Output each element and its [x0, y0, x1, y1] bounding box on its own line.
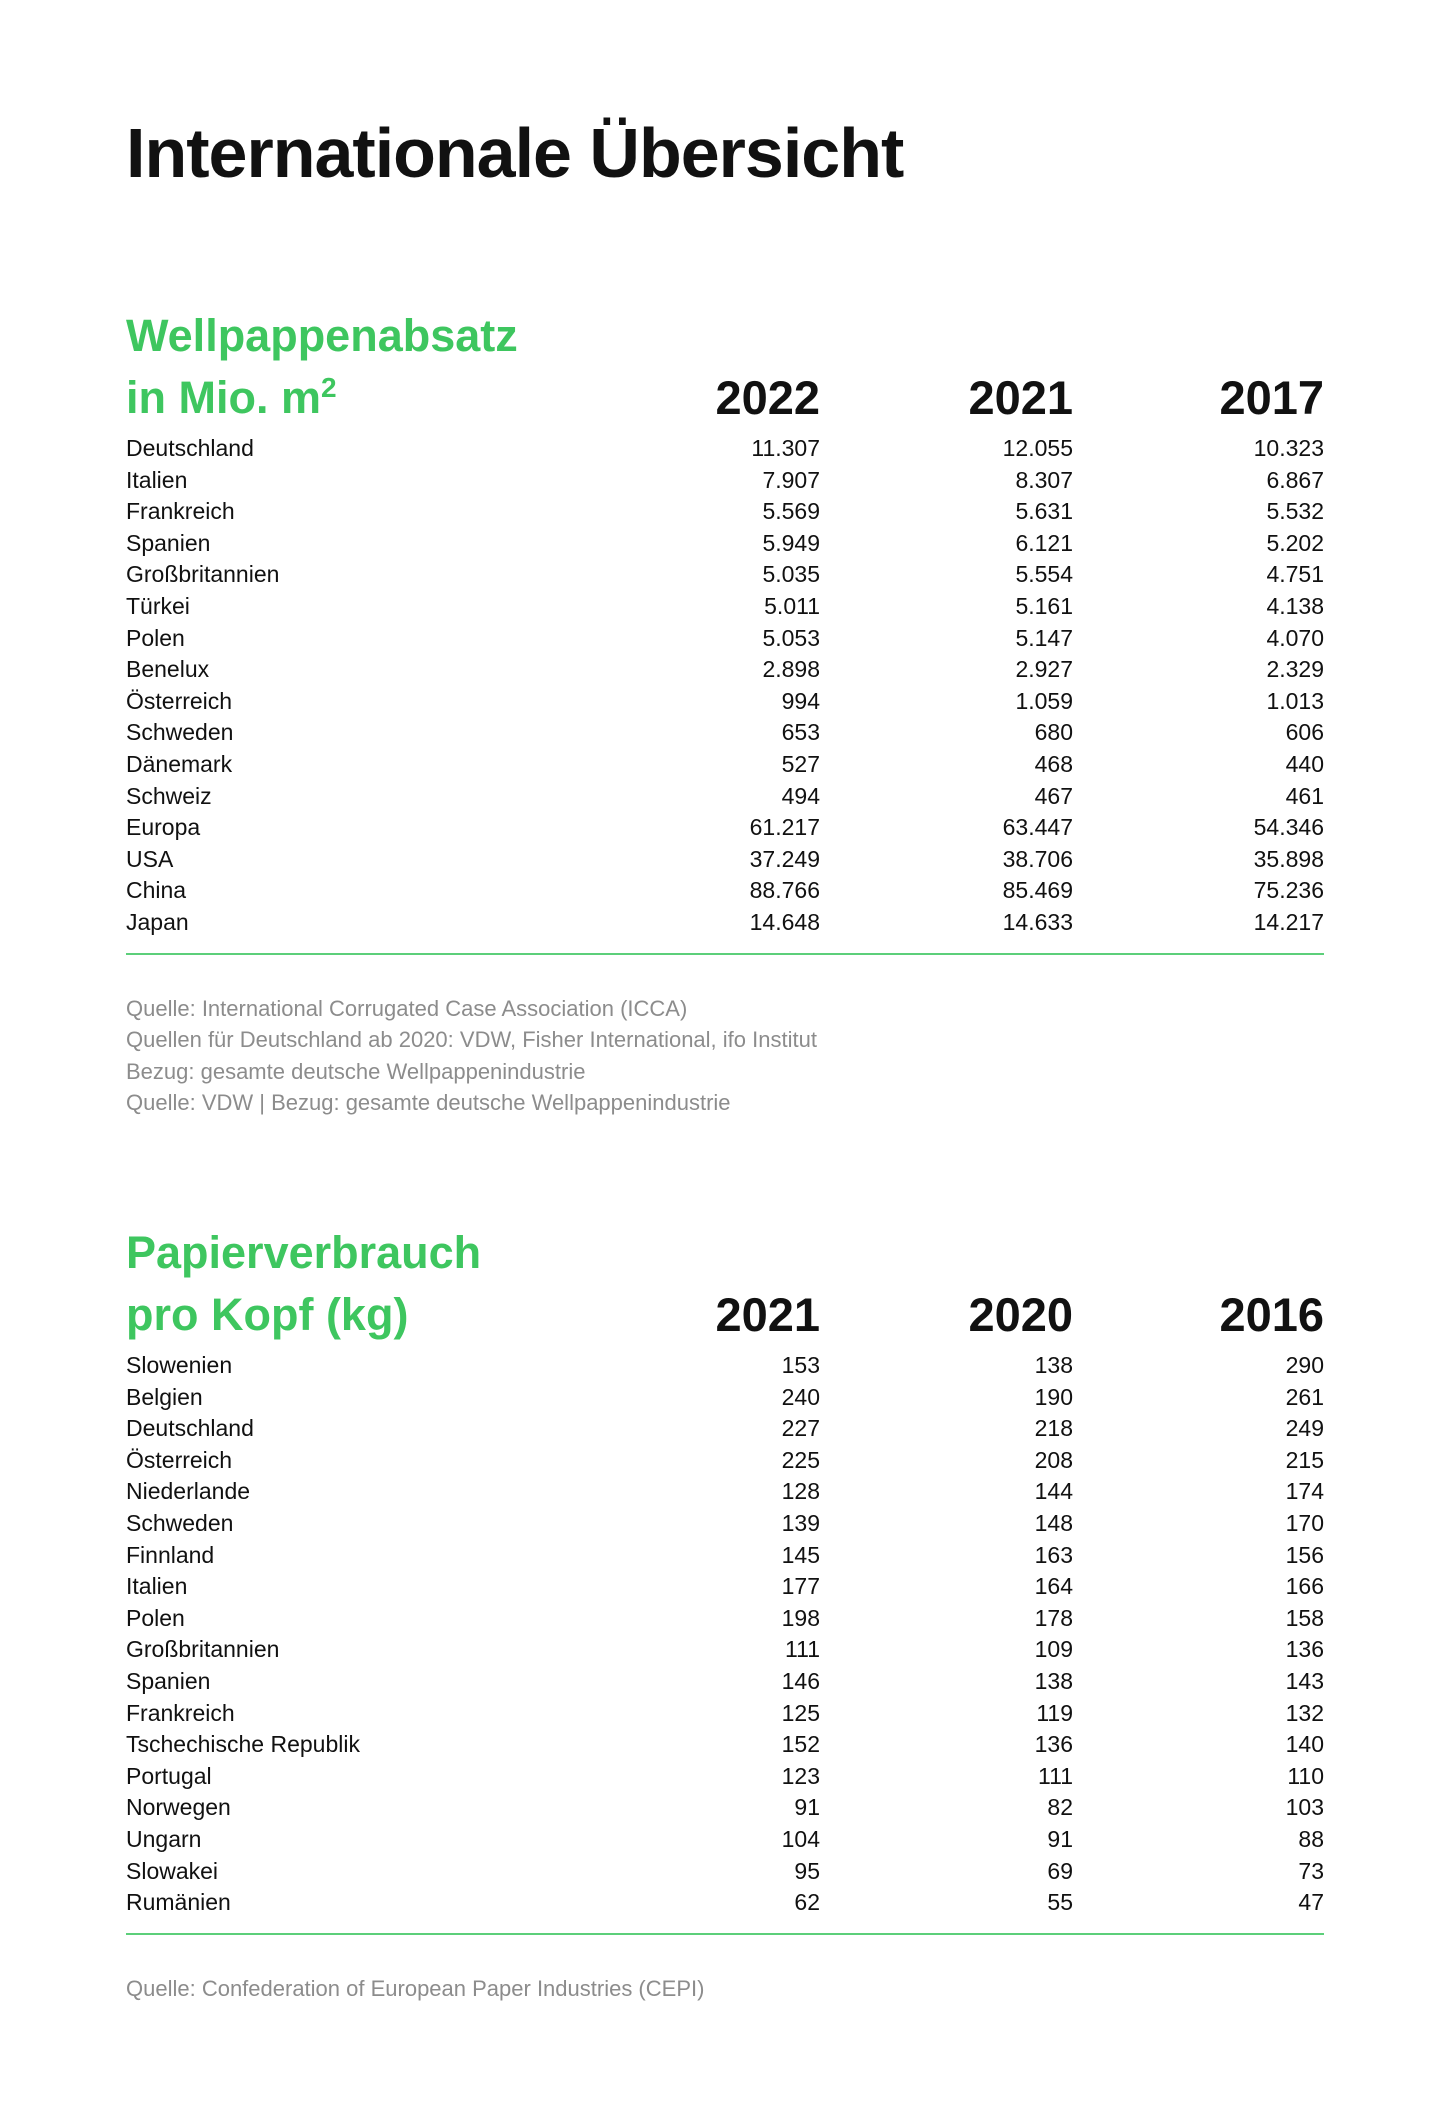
- year-header: 2022: [715, 371, 820, 424]
- value-cell: 47: [1298, 1889, 1324, 1916]
- paper-consumption-section: [126, 1222, 1324, 2004]
- value-cell: 88.766: [749, 877, 820, 904]
- section-divider: [126, 953, 1324, 955]
- source-note: Quelle: International Corrugated Case Association (ICCA): [126, 995, 688, 1021]
- value-cell: 6.121: [1015, 529, 1073, 556]
- section-title-unit: in Mio. m: [126, 372, 321, 423]
- value-cell: 440: [1285, 750, 1324, 777]
- table-row: [126, 1761, 1324, 1793]
- country-name: China: [126, 877, 187, 904]
- value-cell: 6.867: [1266, 466, 1324, 493]
- value-cell: 152: [781, 1731, 820, 1758]
- value-cell: 103: [1285, 1794, 1324, 1821]
- value-cell: 148: [1034, 1509, 1073, 1536]
- value-cell: 8.307: [1015, 466, 1073, 493]
- page-title: Internationale Übersicht: [126, 114, 904, 192]
- table-row: [126, 1634, 1324, 1666]
- value-cell: 62: [794, 1889, 820, 1916]
- table-row: [126, 1666, 1324, 1698]
- value-cell: 5.147: [1015, 624, 1073, 651]
- year-header: 2017: [1219, 371, 1324, 424]
- value-cell: 5.202: [1266, 529, 1324, 556]
- value-cell: 37.249: [749, 845, 820, 872]
- table-row: [126, 907, 1324, 939]
- value-cell: 1.013: [1266, 687, 1324, 714]
- source-notes: [126, 993, 1324, 1119]
- value-cell: 177: [781, 1573, 820, 1600]
- value-cell: 4.751: [1266, 561, 1324, 588]
- value-cell: 111: [1038, 1762, 1073, 1789]
- country-name: USA: [126, 845, 174, 872]
- country-name: Polen: [126, 624, 185, 651]
- country-name: Portugal: [126, 1762, 212, 1789]
- value-cell: 5.631: [1015, 498, 1073, 525]
- value-cell: 146: [781, 1667, 820, 1694]
- country-name: Belgien: [126, 1383, 203, 1410]
- value-cell: 11.307: [751, 435, 820, 461]
- country-name: Spanien: [126, 1667, 211, 1694]
- table-row: [126, 528, 1324, 560]
- value-cell: 132: [1285, 1699, 1324, 1726]
- value-cell: 290: [1285, 1352, 1324, 1378]
- country-name: Slowakei: [126, 1857, 219, 1884]
- value-cell: 2.898: [762, 656, 820, 683]
- source-note: Bezug: gesamte deutsche Wellpappenindustrie: [126, 1058, 586, 1084]
- table-row: [126, 433, 1324, 465]
- value-cell: 10.323: [1253, 435, 1324, 461]
- value-cell: 5.053: [762, 624, 820, 651]
- value-cell: 198: [781, 1604, 820, 1631]
- value-cell: 88: [1298, 1825, 1324, 1852]
- table-row: [126, 1508, 1324, 1540]
- country-name: Deutschland: [126, 1415, 254, 1442]
- section-title: [126, 305, 518, 429]
- value-cell: 215: [1285, 1446, 1324, 1473]
- country-name: Italien: [126, 466, 188, 493]
- country-name: Schweden: [126, 1509, 234, 1536]
- table-row: [126, 1476, 1324, 1508]
- value-cell: 227: [781, 1415, 820, 1442]
- value-cell: 54.346: [1253, 814, 1324, 841]
- value-cell: 208: [1034, 1446, 1073, 1473]
- value-cell: 144: [1034, 1478, 1073, 1505]
- section-title-line1: Papierverbrauch: [126, 1227, 482, 1278]
- table-row: [126, 1603, 1324, 1635]
- value-cell: 156: [1285, 1541, 1324, 1568]
- section-heading: [126, 305, 1324, 433]
- country-name: Japan: [126, 908, 189, 935]
- country-name: Finnland: [126, 1541, 215, 1568]
- country-name: Österreich: [126, 687, 233, 714]
- value-cell: 61.217: [749, 814, 820, 841]
- source-note: Quelle: Confederation of European Paper Industries (CEPI): [126, 1975, 705, 2001]
- value-cell: 5.532: [1266, 498, 1324, 525]
- value-cell: 174: [1285, 1478, 1324, 1505]
- value-cell: 5.011: [764, 592, 820, 619]
- value-cell: 4.138: [1266, 592, 1324, 619]
- table-row: [126, 1350, 1324, 1382]
- value-cell: 494: [781, 782, 820, 809]
- value-cell: 158: [1285, 1604, 1324, 1631]
- value-cell: 91: [794, 1794, 820, 1821]
- source-note: Quelle: VDW | Bezug: gesamte deutsche Wellpappenindustrie: [126, 1090, 731, 1116]
- country-name: Ungarn: [126, 1825, 202, 1852]
- value-cell: 225: [781, 1446, 820, 1473]
- value-cell: 119: [1036, 1699, 1073, 1726]
- table-row: [126, 1540, 1324, 1572]
- country-name: Türkei: [126, 592, 190, 619]
- value-cell: 467: [1034, 782, 1073, 809]
- source-note: Quellen für Deutschland ab 2020: VDW, Fisher International, ifo Institut: [126, 1027, 817, 1053]
- source-notes: [126, 1973, 1324, 2005]
- country-name: Niederlande: [126, 1478, 251, 1505]
- value-cell: 261: [1285, 1383, 1324, 1410]
- value-cell: 139: [781, 1509, 820, 1536]
- value-cell: 143: [1285, 1667, 1324, 1694]
- table-row: [126, 1729, 1324, 1761]
- section-title-line2: [126, 367, 518, 429]
- country-name: Großbritannien: [126, 561, 280, 588]
- value-cell: 468: [1034, 750, 1073, 777]
- table-row: [126, 654, 1324, 686]
- year-header: 2021: [968, 371, 1073, 424]
- table-row: [126, 1445, 1324, 1477]
- value-cell: 218: [1034, 1415, 1073, 1442]
- value-cell: 63.447: [1002, 814, 1073, 841]
- value-cell: 2.329: [1266, 656, 1324, 683]
- value-cell: 164: [1034, 1573, 1073, 1600]
- value-cell: 170: [1285, 1509, 1324, 1536]
- year-header: 2016: [1219, 1288, 1324, 1341]
- country-name: Slowenien: [126, 1352, 233, 1378]
- value-cell: 680: [1034, 719, 1073, 746]
- country-name: Großbritannien: [126, 1636, 280, 1663]
- value-cell: 109: [1034, 1636, 1073, 1663]
- value-cell: 14.633: [1002, 908, 1073, 935]
- country-name: Frankreich: [126, 1699, 235, 1726]
- value-cell: 125: [781, 1699, 820, 1726]
- value-cell: 38.706: [1002, 845, 1073, 872]
- value-cell: 166: [1285, 1573, 1324, 1600]
- value-cell: 73: [1298, 1857, 1324, 1884]
- table-row: [126, 844, 1324, 876]
- value-cell: 178: [1034, 1604, 1073, 1631]
- value-cell: 7.907: [762, 466, 820, 493]
- table-row: [126, 749, 1324, 781]
- value-cell: 91: [1047, 1825, 1073, 1852]
- value-cell: 123: [781, 1762, 820, 1789]
- table-row: [126, 559, 1324, 591]
- country-name: Deutschland: [126, 435, 254, 461]
- value-cell: 5.035: [762, 561, 820, 588]
- corrugated-sales-section: [126, 305, 1324, 1119]
- country-name: Italien: [126, 1573, 188, 1600]
- data-table: [126, 433, 1324, 939]
- table-row: [126, 1698, 1324, 1730]
- value-cell: 14.217: [1253, 908, 1324, 935]
- country-name: Europa: [126, 814, 201, 841]
- table-row: [126, 1413, 1324, 1445]
- country-name: Norwegen: [126, 1794, 231, 1821]
- value-cell: 5.554: [1015, 561, 1073, 588]
- table-row: [126, 496, 1324, 528]
- table-row: [126, 875, 1324, 907]
- table-row: [126, 591, 1324, 623]
- table-row: [126, 623, 1324, 655]
- value-cell: 104: [781, 1825, 820, 1852]
- value-cell: 2.927: [1015, 656, 1073, 683]
- value-cell: 606: [1285, 719, 1324, 746]
- value-cell: 138: [1034, 1667, 1073, 1694]
- country-name: Benelux: [126, 656, 210, 683]
- value-cell: 12.055: [1002, 435, 1073, 461]
- table-row: [126, 1887, 1324, 1919]
- year-header: 2021: [715, 1288, 820, 1341]
- value-cell: 163: [1034, 1541, 1073, 1568]
- country-name: Schweden: [126, 719, 234, 746]
- country-name: Rumänien: [126, 1889, 231, 1916]
- value-cell: 240: [781, 1383, 820, 1410]
- value-cell: 4.070: [1266, 624, 1324, 651]
- value-cell: 85.469: [1002, 877, 1073, 904]
- country-name: Österreich: [126, 1446, 233, 1473]
- table-row: [126, 1792, 1324, 1824]
- value-cell: 461: [1285, 782, 1324, 809]
- value-cell: 55: [1047, 1889, 1073, 1916]
- value-cell: 95: [794, 1857, 820, 1884]
- country-name: Frankreich: [126, 498, 235, 525]
- value-cell: 994: [781, 687, 820, 714]
- table-row: [126, 1856, 1324, 1888]
- table-row: [126, 1824, 1324, 1856]
- country-name: Dänemark: [126, 750, 233, 777]
- value-cell: 111: [785, 1636, 820, 1663]
- value-cell: 110: [1287, 1762, 1324, 1789]
- value-cell: 153: [781, 1352, 820, 1378]
- value-cell: 75.236: [1253, 877, 1324, 904]
- value-cell: 527: [781, 750, 820, 777]
- table-row: [126, 686, 1324, 718]
- value-cell: 138: [1034, 1352, 1073, 1378]
- section-title-line2: pro Kopf (kg): [126, 1289, 409, 1340]
- table-row: [126, 781, 1324, 813]
- country-name: Schweiz: [126, 782, 212, 809]
- value-cell: 14.648: [749, 908, 820, 935]
- country-name: Polen: [126, 1604, 185, 1631]
- value-cell: 82: [1047, 1794, 1073, 1821]
- year-header: 2020: [968, 1288, 1073, 1341]
- section-title: [126, 1222, 481, 1346]
- country-name: Tschechische Republik: [126, 1731, 360, 1758]
- section-divider: [126, 1933, 1324, 1935]
- value-cell: 69: [1047, 1857, 1073, 1884]
- table-row: [126, 717, 1324, 749]
- value-cell: 140: [1285, 1731, 1324, 1758]
- table-row: [126, 1382, 1324, 1414]
- country-name: Spanien: [126, 529, 211, 556]
- value-cell: 653: [781, 719, 820, 746]
- value-cell: 249: [1285, 1415, 1324, 1442]
- value-cell: 136: [1034, 1731, 1073, 1758]
- value-cell: 136: [1285, 1636, 1324, 1663]
- section-title-line1: Wellpappenabsatz: [126, 310, 518, 361]
- value-cell: 145: [781, 1541, 820, 1568]
- data-table: [126, 1350, 1324, 1919]
- value-cell: 5.161: [1015, 592, 1073, 619]
- section-heading: [126, 1222, 1324, 1350]
- value-cell: 35.898: [1253, 845, 1324, 872]
- value-cell: 5.949: [762, 529, 820, 556]
- table-row: [126, 812, 1324, 844]
- table-row: [126, 1571, 1324, 1603]
- value-cell: 128: [781, 1478, 820, 1505]
- section-title-superscript: 2: [321, 372, 337, 403]
- value-cell: 5.569: [762, 498, 820, 525]
- table-row: [126, 465, 1324, 497]
- value-cell: 1.059: [1015, 687, 1073, 714]
- value-cell: 190: [1034, 1383, 1073, 1410]
